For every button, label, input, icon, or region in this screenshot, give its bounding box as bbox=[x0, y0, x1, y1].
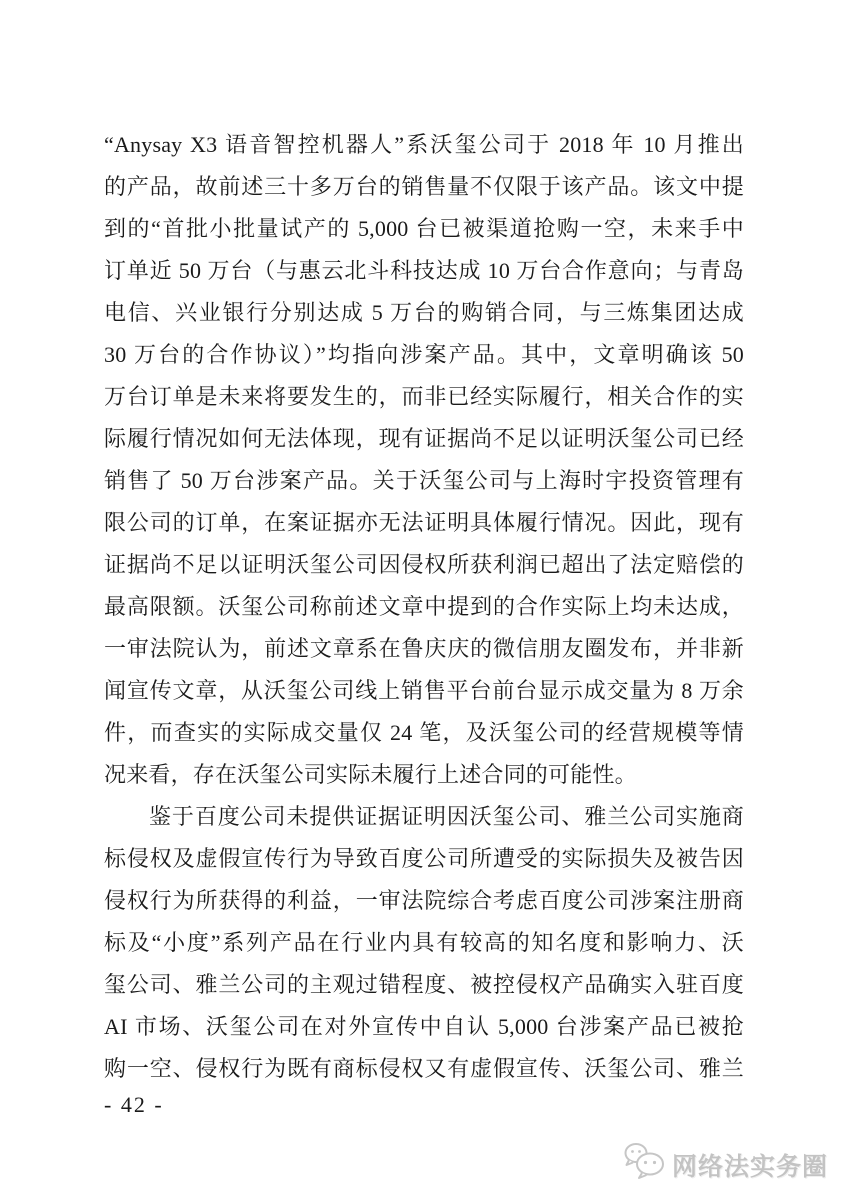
text-line: 万台订单是未来将要发生的，而非已经实际履行，相关合作的实 bbox=[104, 384, 744, 409]
text-line: 闻宣传文章，从沃玺公司线上销售平台前台显示成交量为 8 万余 bbox=[104, 678, 744, 703]
text-line: AI 市场、沃玺公司在对外宣传中自认 5,000 台涉案产品已被抢 bbox=[104, 1014, 744, 1039]
text-line: 件，而查实的实际成交量仅 24 笔，及沃玺公司的经营规模等情 bbox=[104, 720, 744, 745]
text-line: 一审法院认为，前述文章系在鲁庆庆的微信朋友圈发布，并非新 bbox=[104, 636, 744, 661]
wechat-icon bbox=[622, 1142, 666, 1187]
text-line: 况来看，存在沃玺公司实际未履行上述合同的可能性。 bbox=[104, 762, 637, 787]
text-line: 玺公司、雅兰公司的主观过错程度、被控侵权产品确实入驻百度 bbox=[104, 972, 744, 997]
text-line: 购一空、侵权行为既有商标侵权又有虚假宣传、沃玺公司、雅兰 bbox=[104, 1056, 744, 1081]
text-line: 的产品，故前述三十多万台的销售量不仅限于该产品。该文中提 bbox=[104, 174, 744, 199]
text-line: 订单近 50 万台（与惠云北斗科技达成 10 万台合作意向；与青岛 bbox=[104, 258, 744, 283]
text-line: 到的“首批小批量试产的 5,000 台已被渠道抢购一空，未来手中 bbox=[104, 216, 744, 241]
text-line: 证据尚不足以证明沃玺公司因侵权所获利润已超出了法定赔偿的 bbox=[104, 552, 744, 577]
page-number: - 42 - bbox=[104, 1092, 164, 1117]
text-line: 侵权行为所获得的利益，一审法院综合考虑百度公司涉案注册商 bbox=[104, 888, 744, 913]
watermark bbox=[622, 1142, 828, 1187]
text-line: 标侵权及虚假宣传行为导致百度公司所遭受的实际损失及被告因 bbox=[104, 846, 744, 871]
watermark-label: 网络法实务圈 bbox=[671, 1152, 828, 1181]
text-line: 最高限额。沃玺公司称前述文章中提到的合作实际上均未达成， bbox=[104, 594, 744, 619]
text-line: 标及“小度”系列产品在行业内具有较高的知名度和影响力、沃 bbox=[104, 930, 744, 955]
text-line-paragraph-start: 鉴于百度公司未提供证据证明因沃玺公司、雅兰公司实施商 bbox=[149, 804, 744, 829]
text-line: 限公司的订单，在案证据亦无法证明具体履行情况。因此，现有 bbox=[104, 510, 744, 535]
text-line: 销售了 50 万台涉案产品。关于沃玺公司与上海时宇投资管理有 bbox=[104, 468, 744, 493]
text-line: 电信、兴业银行分别达成 5 万台的购销合同，与三炼集团达成 bbox=[104, 300, 744, 325]
page-content bbox=[104, 124, 744, 1090]
text-line: 30 万台的合作协议）”均指向涉案产品。其中，文章明确该 50 bbox=[104, 342, 744, 367]
text-line: 际履行情况如何无法体现，现有证据尚不足以证明沃玺公司已经 bbox=[104, 426, 744, 451]
text-line: “Anysay X3 语音智控机器人”系沃玺公司于 2018 年 10 月推出 bbox=[104, 132, 744, 157]
